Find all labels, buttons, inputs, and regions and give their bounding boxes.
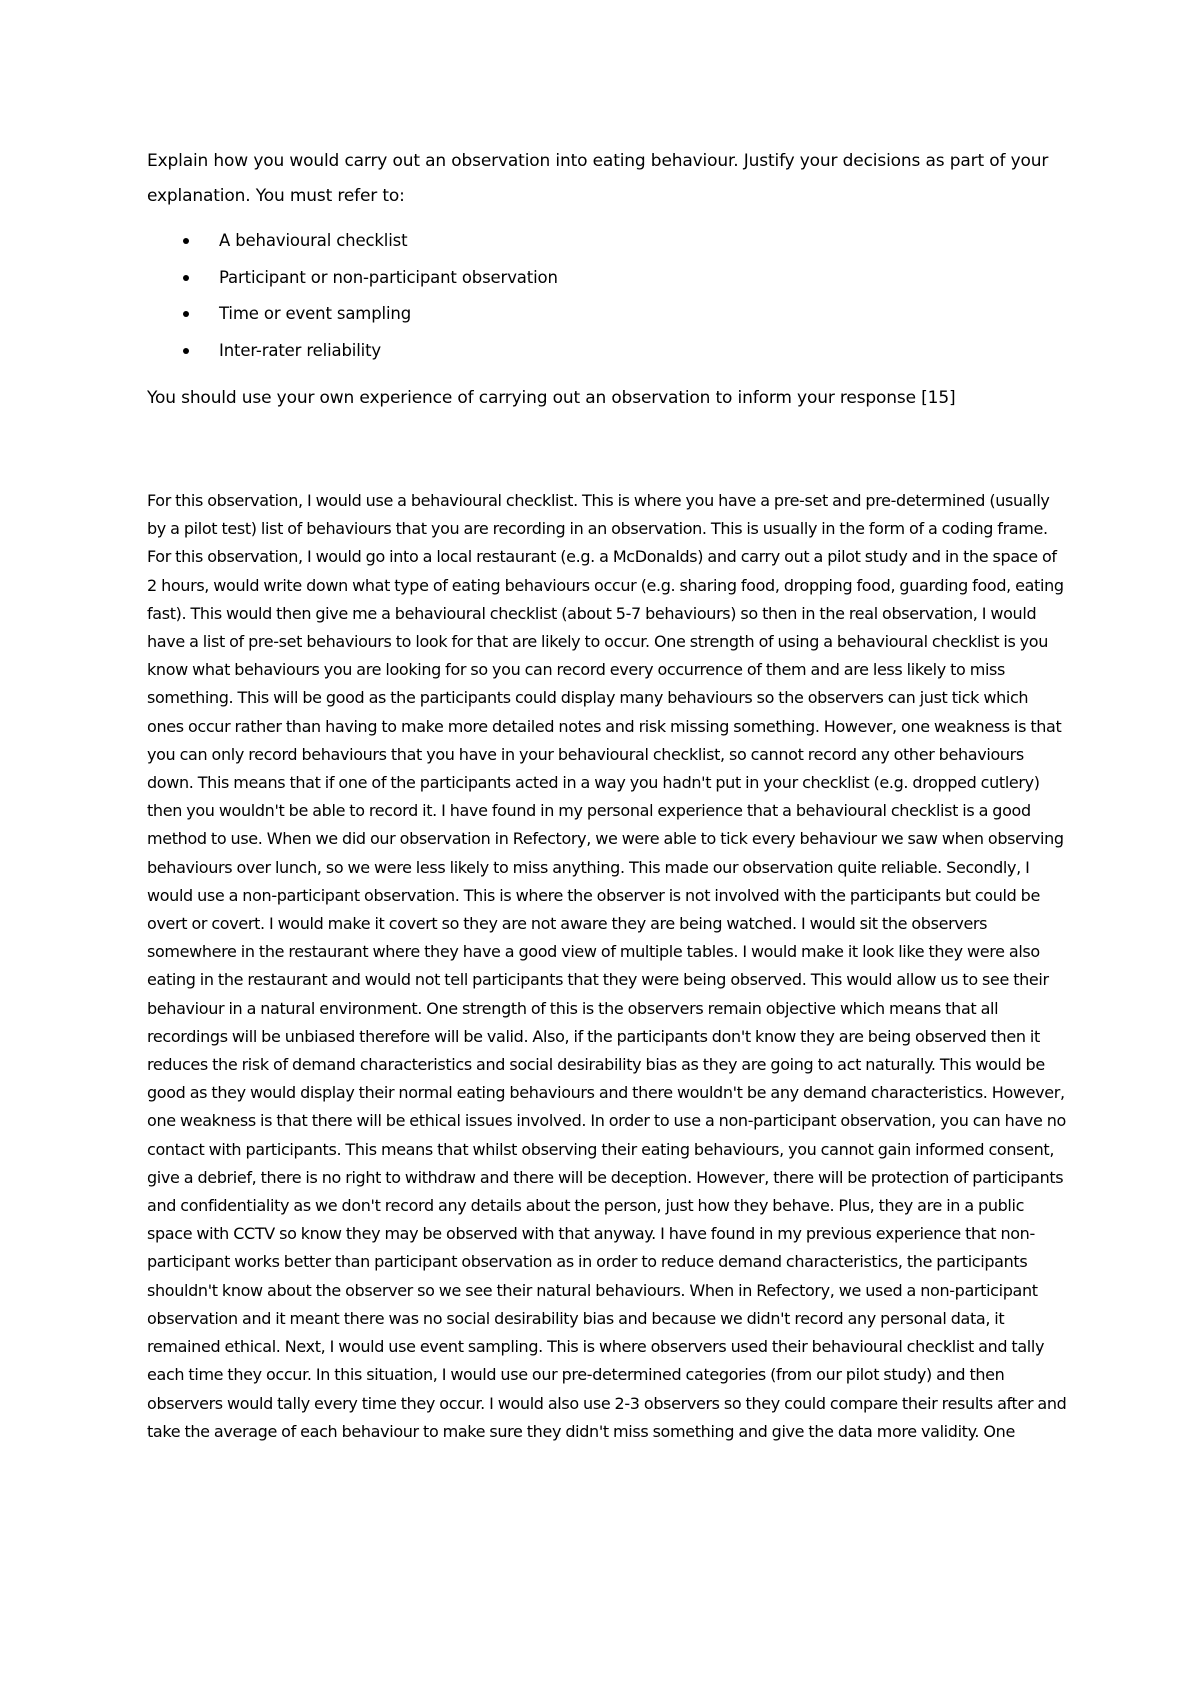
requirement-item [147, 223, 1069, 260]
question-instruction: You should use your own experience of carrying out an observation to inform your response [15] [147, 388, 956, 408]
requirements-list [147, 223, 1069, 369]
answer-paragraph: For this observation, I would use a behavioural checklist. This is where you have a pre-set and pre-determined (usually by a pilot test) list of behaviours that you are recording in an observation. This is usually in the form of a coding frame. For this observation, I would go into a local restaurant (e.g. a McDonalds) and carry out a pilot study and in the space of 2 hours, would write down what type of eating behaviours occur (e.g. sharing food, dropping food, guarding food, eating fast). This would then give me a behavioural checklist (about 5-7 behaviours) so then in the real observation, I would have a list of pre-set behaviours to look for that are likely to occur. One strength of using a behavioural checklist is you know what behaviours you are looking for so you can record every occurrence of them and are less likely to miss something. This will be good as the participants could display many behaviours so the observers can just tick which ones occur rather than having to make more detailed notes and risk missing something. However, one weakness is that you can only record behaviours that you have in your behavioural checklist, so cannot record any other behaviours down. This means that if one of the participants acted in a way you hadn't put in your checklist (e.g. dropped cutlery) then you wouldn't be able to record it. I have found in my personal experience that a behavioural checklist is a good method to use. When we did our observation in Refectory, we were able to tick every behaviour we saw when observing behaviours over lunch, so we were less likely to miss anything. This made our observation quite reliable. Secondly, I would use a non-participant observation. This is where the observer is not involved with the participants but could be overt or covert. I would make it covert so they are not aware they are being watched. I would sit the observers somewhere in the restaurant where they have a good view of multiple tables. I would make it look like they were also eating in the restaurant and would not tell participants that they were being observed. This would allow us to see their behaviour in a natural environment. One strength of this is the observers remain objective which means that all recordings will be unbiased therefore will be valid. Also, if the participants don't know they are being observed then it reduces the risk of demand characteristics and social desirability bias as they are going to act naturally. This would be good as they would display their normal eating behaviours and there wouldn't be any demand characteristics. However, one weakness is that there will be ethical issues involved. In order to use a non-participant observation, you can have no contact with participants. This means that whilst observing their eating behaviours, you cannot gain informed consent, give a debrief, there is no right to withdraw and there will be deception. However, there will be protection of participants and confidentiality as we don't record any details about the person, just how they behave. Plus, they are in a public space with CCTV so know they may be observed with that anyway. I have found in my previous experience that non-participant works better than participant observation as in order to reduce demand characteristics, the participants shouldn't know about the observer so we see their natural behaviours. When in Refectory, we used a non-participant observation and it meant there was no social desirability bias and because we didn't record any personal data, it remained ethical. Next, I would use event sampling. This is where observers used their behavioural checklist and tally each time they occur. In this situation, I would use our pre-determined categories (from our pilot study) and then observers would tally every time they occur. I would also use 2-3 observers so they could compare their results after and take the average of each behaviour to make sure they didn't miss something and give the data more validity. One [147, 491, 1067, 1441]
requirement-text: Participant or non-participant observation [219, 267, 558, 287]
requirement-item [147, 260, 1069, 297]
requirement-text: A behavioural checklist [219, 231, 408, 250]
requirement-text: Inter-rater reliability [219, 340, 382, 360]
question-prompt: Explain how you would carry out an observation into eating behaviour. Justify your decisions as part of your explanation. You must refer to: [147, 151, 1049, 206]
requirement-item [147, 296, 1069, 333]
requirement-item [147, 333, 1069, 370]
bullet-icon [183, 348, 189, 354]
requirement-text: Time or event sampling [219, 304, 412, 323]
bullet-icon [183, 238, 189, 244]
bullet-icon [183, 275, 189, 281]
bullet-icon [183, 311, 189, 317]
document-content [147, 144, 1069, 1446]
